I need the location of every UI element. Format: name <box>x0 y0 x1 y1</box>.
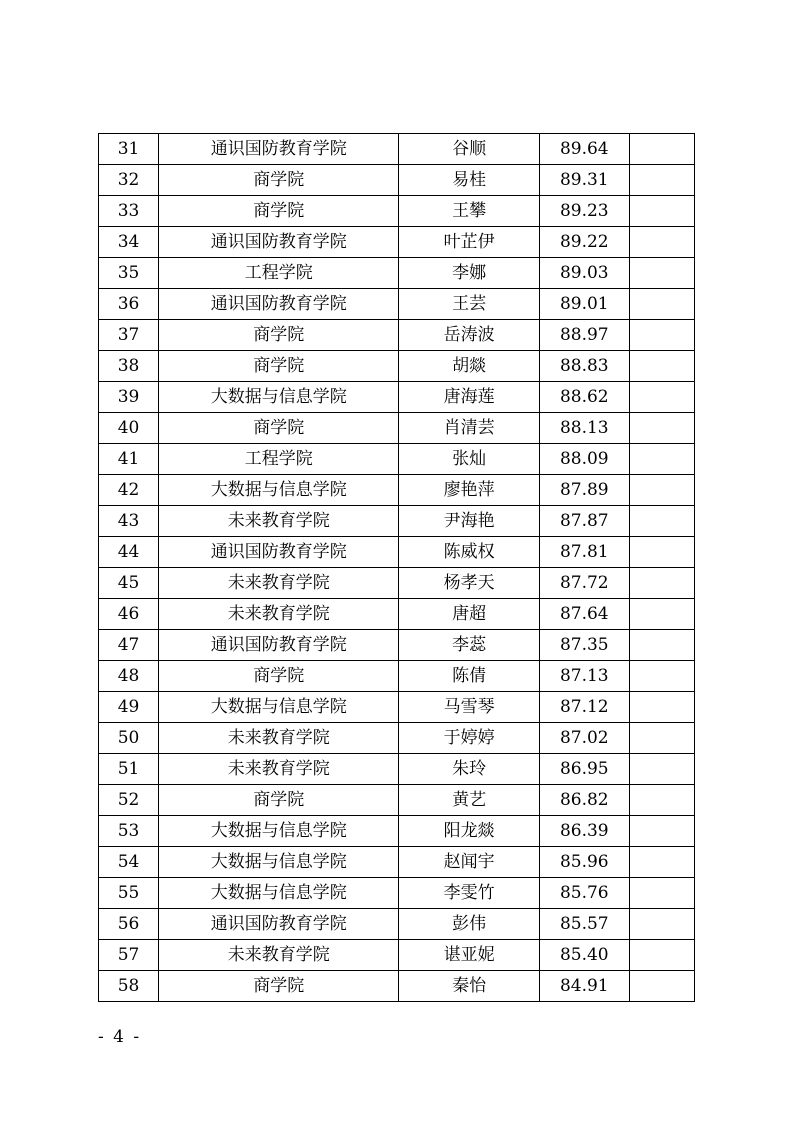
table-row <box>99 320 695 351</box>
table-row <box>99 785 695 816</box>
score-cell: 87.81 <box>539 537 629 568</box>
name-cell: 李雯竹 <box>399 878 539 909</box>
rank-cell: 34 <box>99 227 159 258</box>
college-cell: 商学院 <box>159 196 399 227</box>
name-cell: 谷顺 <box>399 134 539 165</box>
table-row <box>99 413 695 444</box>
note-cell <box>629 692 694 723</box>
score-cell: 87.72 <box>539 568 629 599</box>
name-cell: 唐超 <box>399 599 539 630</box>
rank-cell: 53 <box>99 816 159 847</box>
rank-cell: 35 <box>99 258 159 289</box>
rank-cell: 57 <box>99 940 159 971</box>
table-row <box>99 196 695 227</box>
score-cell: 89.64 <box>539 134 629 165</box>
note-cell <box>629 258 694 289</box>
college-cell: 通识国防教育学院 <box>159 909 399 940</box>
table-row <box>99 971 695 1002</box>
score-cell: 84.91 <box>539 971 629 1002</box>
name-cell: 李蕊 <box>399 630 539 661</box>
name-cell: 杨孝天 <box>399 568 539 599</box>
score-table <box>98 133 695 1002</box>
college-cell: 商学院 <box>159 785 399 816</box>
note-cell <box>629 909 694 940</box>
college-cell: 未来教育学院 <box>159 754 399 785</box>
score-cell: 86.39 <box>539 816 629 847</box>
name-cell: 易桂 <box>399 165 539 196</box>
table-row <box>99 661 695 692</box>
college-cell: 未来教育学院 <box>159 568 399 599</box>
name-cell: 肖清芸 <box>399 413 539 444</box>
table-row <box>99 847 695 878</box>
name-cell: 黄艺 <box>399 785 539 816</box>
rank-cell: 42 <box>99 475 159 506</box>
note-cell <box>629 785 694 816</box>
note-cell <box>629 165 694 196</box>
name-cell: 彭伟 <box>399 909 539 940</box>
score-cell: 85.96 <box>539 847 629 878</box>
name-cell: 王芸 <box>399 289 539 320</box>
note-cell <box>629 940 694 971</box>
rank-cell: 55 <box>99 878 159 909</box>
table-row <box>99 754 695 785</box>
score-cell: 85.76 <box>539 878 629 909</box>
rank-cell: 37 <box>99 320 159 351</box>
score-cell: 89.22 <box>539 227 629 258</box>
college-cell: 通识国防教育学院 <box>159 537 399 568</box>
college-cell: 未来教育学院 <box>159 599 399 630</box>
name-cell: 王攀 <box>399 196 539 227</box>
name-cell: 陈倩 <box>399 661 539 692</box>
table-row <box>99 599 695 630</box>
name-cell: 胡燚 <box>399 351 539 382</box>
note-cell <box>629 754 694 785</box>
note-cell <box>629 444 694 475</box>
score-cell: 88.09 <box>539 444 629 475</box>
score-cell: 88.13 <box>539 413 629 444</box>
note-cell <box>629 847 694 878</box>
table-row <box>99 227 695 258</box>
rank-cell: 38 <box>99 351 159 382</box>
note-cell <box>629 816 694 847</box>
college-cell: 商学院 <box>159 165 399 196</box>
score-cell: 89.23 <box>539 196 629 227</box>
college-cell: 通识国防教育学院 <box>159 289 399 320</box>
table-row <box>99 723 695 754</box>
college-cell: 大数据与信息学院 <box>159 878 399 909</box>
note-cell <box>629 506 694 537</box>
score-cell: 86.82 <box>539 785 629 816</box>
note-cell <box>629 878 694 909</box>
score-cell: 88.97 <box>539 320 629 351</box>
note-cell <box>629 289 694 320</box>
note-cell <box>629 227 694 258</box>
rank-cell: 51 <box>99 754 159 785</box>
table-row <box>99 289 695 320</box>
name-cell: 谌亚妮 <box>399 940 539 971</box>
score-cell: 87.13 <box>539 661 629 692</box>
college-cell: 工程学院 <box>159 444 399 475</box>
name-cell: 岳涛波 <box>399 320 539 351</box>
score-cell: 88.83 <box>539 351 629 382</box>
score-cell: 86.95 <box>539 754 629 785</box>
score-cell: 87.35 <box>539 630 629 661</box>
note-cell <box>629 351 694 382</box>
note-cell <box>629 971 694 1002</box>
table-row <box>99 692 695 723</box>
rank-cell: 31 <box>99 134 159 165</box>
name-cell: 叶芷伊 <box>399 227 539 258</box>
table-row <box>99 382 695 413</box>
table-row <box>99 816 695 847</box>
note-cell <box>629 413 694 444</box>
college-cell: 通识国防教育学院 <box>159 227 399 258</box>
rank-cell: 41 <box>99 444 159 475</box>
college-cell: 商学院 <box>159 320 399 351</box>
score-cell: 89.31 <box>539 165 629 196</box>
rank-cell: 54 <box>99 847 159 878</box>
table-row <box>99 165 695 196</box>
rank-cell: 58 <box>99 971 159 1002</box>
name-cell: 唐海莲 <box>399 382 539 413</box>
table-row <box>99 940 695 971</box>
rank-cell: 33 <box>99 196 159 227</box>
college-cell: 未来教育学院 <box>159 506 399 537</box>
score-cell: 89.03 <box>539 258 629 289</box>
rank-cell: 40 <box>99 413 159 444</box>
table-row <box>99 909 695 940</box>
score-cell: 87.64 <box>539 599 629 630</box>
rank-cell: 45 <box>99 568 159 599</box>
note-cell <box>629 599 694 630</box>
rank-cell: 43 <box>99 506 159 537</box>
note-cell <box>629 537 694 568</box>
note-cell <box>629 134 694 165</box>
college-cell: 商学院 <box>159 661 399 692</box>
page-number: - 4 - <box>98 1027 142 1047</box>
table-row <box>99 134 695 165</box>
note-cell <box>629 630 694 661</box>
college-cell: 大数据与信息学院 <box>159 816 399 847</box>
rank-cell: 36 <box>99 289 159 320</box>
table-row <box>99 878 695 909</box>
name-cell: 李娜 <box>399 258 539 289</box>
score-cell: 88.62 <box>539 382 629 413</box>
table-row <box>99 444 695 475</box>
table-row <box>99 475 695 506</box>
name-cell: 于婷婷 <box>399 723 539 754</box>
rank-cell: 52 <box>99 785 159 816</box>
rank-cell: 49 <box>99 692 159 723</box>
score-cell: 87.89 <box>539 475 629 506</box>
table-row <box>99 537 695 568</box>
table-row <box>99 258 695 289</box>
table-body <box>99 134 695 1002</box>
college-cell: 大数据与信息学院 <box>159 692 399 723</box>
table-row <box>99 630 695 661</box>
rank-cell: 56 <box>99 909 159 940</box>
name-cell: 朱玲 <box>399 754 539 785</box>
name-cell: 阳龙燚 <box>399 816 539 847</box>
table-row <box>99 506 695 537</box>
college-cell: 未来教育学院 <box>159 940 399 971</box>
table-row <box>99 568 695 599</box>
name-cell: 尹海艳 <box>399 506 539 537</box>
rank-cell: 44 <box>99 537 159 568</box>
note-cell <box>629 196 694 227</box>
name-cell: 陈威权 <box>399 537 539 568</box>
score-cell: 87.87 <box>539 506 629 537</box>
rank-cell: 46 <box>99 599 159 630</box>
score-cell: 85.40 <box>539 940 629 971</box>
note-cell <box>629 723 694 754</box>
table-row <box>99 351 695 382</box>
name-cell: 廖艳萍 <box>399 475 539 506</box>
score-cell: 85.57 <box>539 909 629 940</box>
college-cell: 工程学院 <box>159 258 399 289</box>
college-cell: 商学院 <box>159 351 399 382</box>
note-cell <box>629 320 694 351</box>
rank-cell: 48 <box>99 661 159 692</box>
college-cell: 通识国防教育学院 <box>159 134 399 165</box>
college-cell: 大数据与信息学院 <box>159 847 399 878</box>
note-cell <box>629 568 694 599</box>
college-cell: 商学院 <box>159 413 399 444</box>
college-cell: 大数据与信息学院 <box>159 382 399 413</box>
score-cell: 87.02 <box>539 723 629 754</box>
rank-cell: 39 <box>99 382 159 413</box>
rank-cell: 32 <box>99 165 159 196</box>
score-cell: 89.01 <box>539 289 629 320</box>
college-cell: 商学院 <box>159 971 399 1002</box>
rank-cell: 47 <box>99 630 159 661</box>
college-cell: 通识国防教育学院 <box>159 630 399 661</box>
score-cell: 87.12 <box>539 692 629 723</box>
name-cell: 赵闻宇 <box>399 847 539 878</box>
name-cell: 张灿 <box>399 444 539 475</box>
rank-cell: 50 <box>99 723 159 754</box>
name-cell: 秦怡 <box>399 971 539 1002</box>
note-cell <box>629 382 694 413</box>
college-cell: 未来教育学院 <box>159 723 399 754</box>
note-cell <box>629 661 694 692</box>
name-cell: 马雪琴 <box>399 692 539 723</box>
note-cell <box>629 475 694 506</box>
college-cell: 大数据与信息学院 <box>159 475 399 506</box>
